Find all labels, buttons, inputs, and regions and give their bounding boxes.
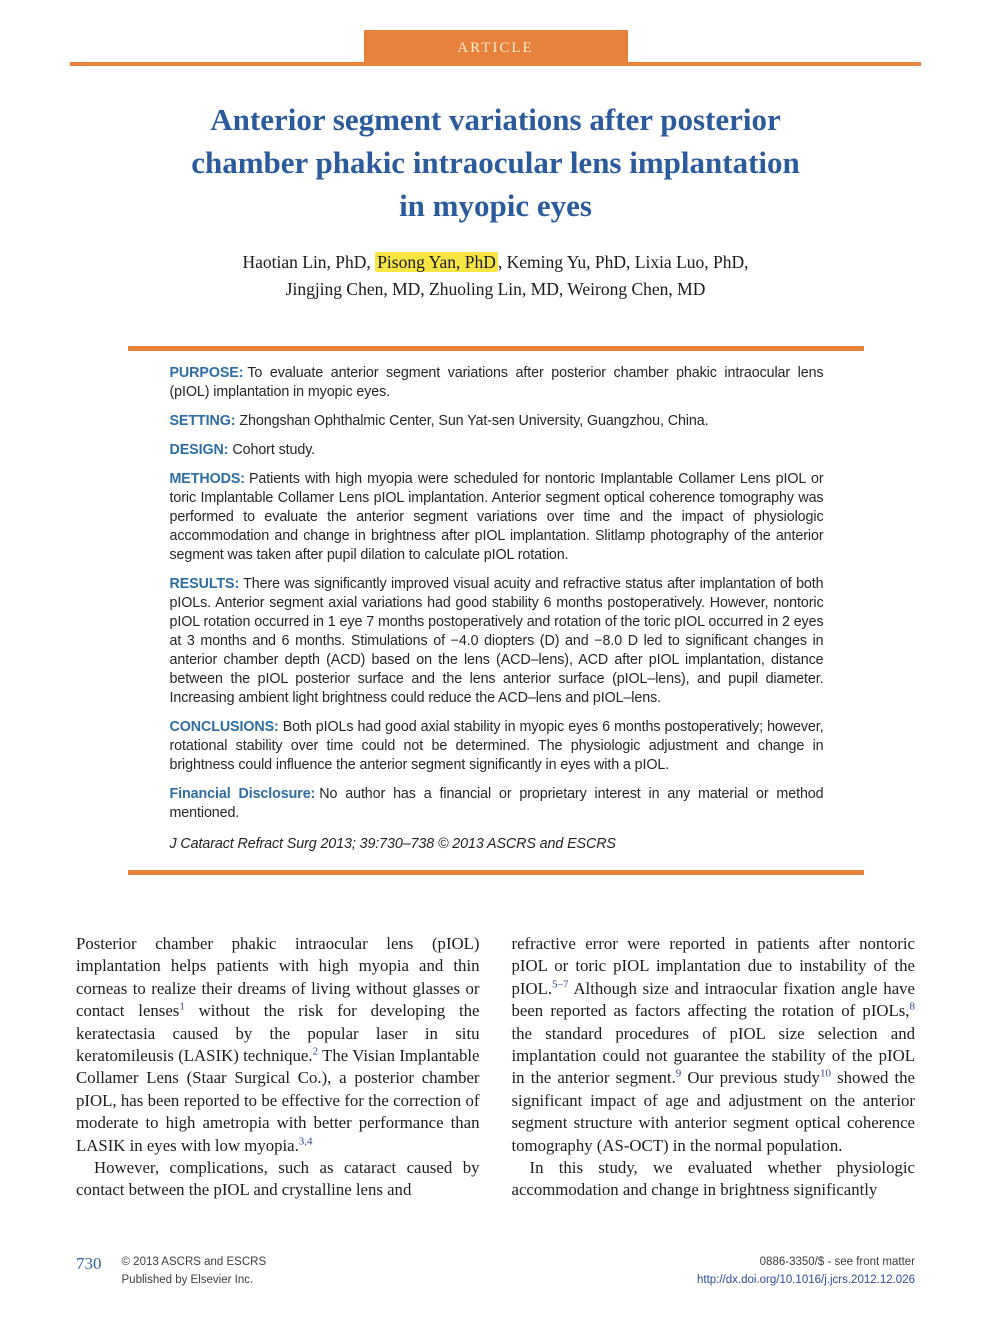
body-text: Posterior chamber phakic intraocular lens (pIOL) implantation helps patients with high myopia and thin corneas to realize their dreams of living without glasses or contact lenses: [76, 934, 480, 1021]
article-type-label: ARTICLE: [457, 39, 534, 56]
citation-ref[interactable]: 2: [312, 1045, 319, 1058]
body-paragraph: [512, 933, 916, 1157]
citation-ref[interactable]: 10: [819, 1067, 831, 1080]
article-type-badge: [364, 30, 628, 66]
citation-line: J Cataract Refract Surg 2013; 39:730–738 © 2013 ASCRS and ESCRS: [169, 836, 616, 852]
footer-left: [76, 1253, 266, 1289]
author-text: Haotian Lin, PhD,: [242, 252, 376, 272]
citation-ref[interactable]: 3,4: [298, 1135, 313, 1148]
abstract-text: Patients with high myopia were scheduled for nontoric Implantable Collamer Lens pIOL or toric Implantable Collamer Lens pIOL implantation. Anterior segment optical coherence tomography was performed to evaluate the anterior segment variations over time and the impact of physiologic accommodation and change in brightness after pIOL implantation. Slitlamp photography of the anterior segment was taken after pupil dilation to calculate pIOL rotation.: [169, 471, 824, 563]
body-text: the standard procedures of pIOL size selection and implantation could not guarantee the stability of the pIOL in the anterior segment.: [511, 1023, 915, 1088]
publisher-line: Published by Elsevier Inc.: [121, 1274, 254, 1286]
abstract-box: [128, 346, 864, 875]
publisher-info: [122, 1253, 267, 1289]
abstract-label: PURPOSE:: [169, 365, 244, 381]
highlighted-author: Pisong Yan, PhD: [377, 252, 496, 272]
body-text: Our previous study: [681, 1068, 820, 1088]
title-line-3: in myopic eyes: [399, 188, 592, 223]
body-text: Although size and intraocular fixation angle have been reported as factors affecting the rotation of pIOLs,: [511, 978, 915, 1021]
author-list: [0, 249, 991, 303]
abstract-purpose: [170, 364, 824, 402]
author-text: , Keming Yu, PhD, Lixia Luo, PhD,: [497, 252, 749, 272]
body-text: showed the significant impact of age and adjustment on the anterior segment structure with anterior segment optical coherence tomography (AS-OCT) in the normal population.: [511, 1068, 915, 1155]
title-line-2: chamber phakic intraocular lens implantation: [191, 145, 800, 180]
title-line-1: Anterior segment variations after posterior: [210, 102, 781, 137]
citation-ref[interactable]: 8: [909, 1000, 915, 1013]
abstract-text: There was significantly improved visual acuity and refractive status after implantation of both pIOLs. Anterior segment axial variations had good stability 6 months postoperatively. However, nontoric pIOL rotation occurred in 1 eye 7 months postoperatively and rotation of the toric pIOL occurred in 2 eyes at 3 months and 6 months. Stimulations of −4.0 diopters (D) and −8.0 D led to significant changes in anterior chamber depth (ACD) based on the lens (ACD–lens), ACD after pIOL implantation, distance between the pIOL posterior surface and the lens anterior surface (pIOL–lens), and pupil diameter. Increasing ambient light brightness could reduce the ACD–lens and pIOL–lens.: [169, 576, 824, 706]
body-text: The Visian Implantable Collamer Lens (Staar Surgical Co.), a posterior chamber pIOL, has been reported to be effective for the correction of moderate to high ametropia with better performance than LASIK in eyes with low myopia.: [76, 1046, 480, 1155]
abstract-text: Cohort study.: [232, 442, 316, 458]
abstract-label: SETTING:: [169, 413, 236, 429]
abstract-results: [170, 575, 824, 708]
copyright-line: © 2013 ASCRS and ESCRS: [121, 1256, 267, 1268]
abstract-label: RESULTS:: [169, 576, 240, 592]
page-title: [0, 98, 991, 227]
abstract-text: Both pIOLs had good axial stability in myopic eyes 6 months postoperatively; however, rotational stability over time could not be determined. The physiologic adjustment and change in brightness could influence the anterior segment significantly in eyes with a pIOL.: [169, 719, 824, 773]
abstract-conclusions: [170, 718, 824, 775]
abstract-financial-disclosure: [170, 785, 824, 823]
citation-ref[interactable]: 5–7: [552, 978, 569, 991]
abstract-label: DESIGN:: [169, 442, 229, 458]
body-text: In this study, we evaluated whether physiologic accommodation and change in brightness significantly: [511, 1158, 915, 1200]
abstract-text: To evaluate anterior segment variations after posterior chamber phakic intraocular lens (pIOL) implantation in myopic eyes.: [169, 365, 824, 400]
body-text: without the risk for developing the keratectasia caused by the popular laser in situ keratomileusis (LASIK) technique.: [76, 1001, 480, 1066]
doi-link[interactable]: http://dx.doi.org/10.1016/j.jcrs.2012.12.026: [696, 1274, 915, 1286]
abstract-label: Financial Disclosure:: [169, 786, 316, 802]
abstract-label: CONCLUSIONS:: [169, 719, 279, 735]
abstract-methods: [170, 470, 824, 565]
author-line-2: Jingjing Chen, MD, Zhuoling Lin, MD, Weirong Chen, MD: [285, 279, 706, 299]
left-column: [76, 933, 480, 1202]
citation-ref[interactable]: 9: [675, 1067, 682, 1080]
footer-right: [697, 1253, 915, 1289]
page-footer: [76, 1253, 915, 1289]
abstract-text: Zhongshan Ophthalmic Center, Sun Yat-sen University, Guangzhou, China.: [239, 413, 709, 429]
citation-ref[interactable]: 1: [179, 1000, 185, 1013]
abstract-setting: [170, 412, 824, 431]
body-paragraph: [76, 933, 480, 1157]
abstract-design: [170, 441, 824, 460]
body-paragraph: [76, 1157, 480, 1202]
abstract-text: No author has a financial or proprietary interest in any material or method mentioned.: [169, 786, 824, 821]
body-text: However, complications, such as cataract caused by contact between the pIOL and crystalline lens and: [76, 1158, 480, 1200]
abstract-label: METHODS:: [169, 471, 245, 487]
masthead: [0, 0, 991, 66]
issn-line: 0886-3350/$ - see front matter: [759, 1256, 915, 1268]
author-line-1: [0, 249, 991, 276]
page-number: 730: [76, 1254, 102, 1273]
article-body: [0, 933, 991, 1202]
body-paragraph: [512, 1157, 916, 1202]
right-column: [512, 933, 916, 1202]
body-text: refractive error were reported in patients after nontoric pIOL or toric pIOL implantation due to instability of the pIOL.: [511, 934, 915, 998]
